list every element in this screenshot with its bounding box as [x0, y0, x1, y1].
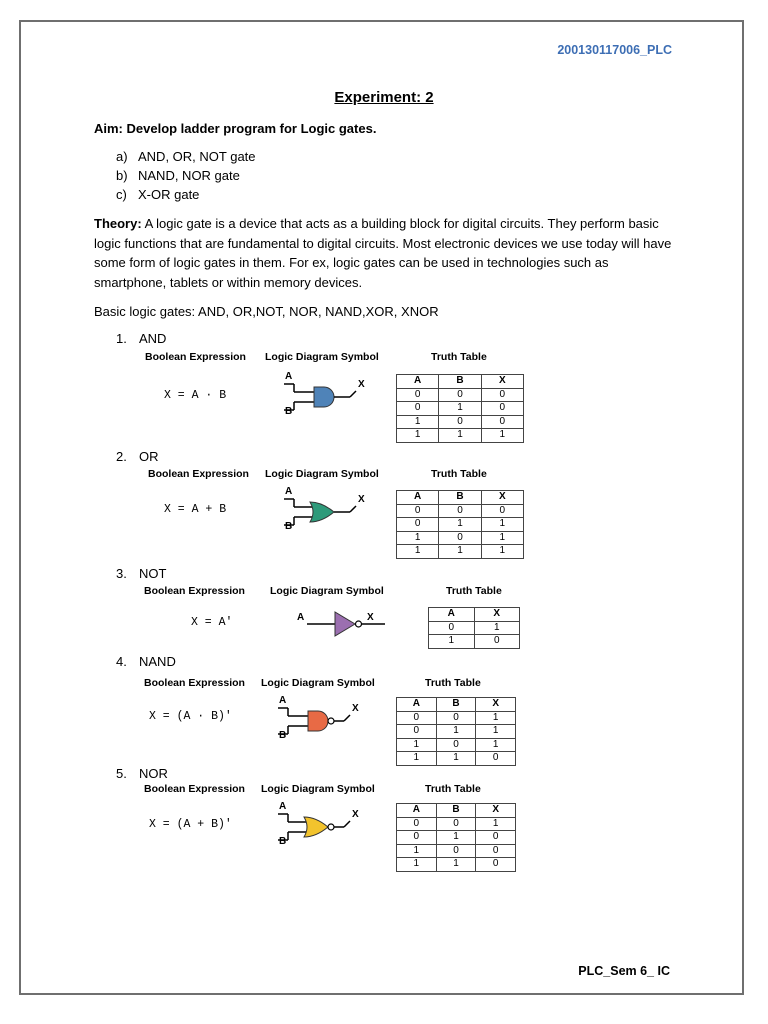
subitem-b [116, 166, 256, 185]
subitem-text: NAND, NOR gate [138, 168, 240, 183]
pin-label-b: B [285, 406, 293, 417]
gate-item-label-and [116, 331, 166, 346]
item-name: NOR [139, 766, 168, 781]
truth-table-cell: 1 [481, 429, 523, 443]
subitem-text: AND, OR, NOT gate [138, 149, 256, 164]
truth-table-cell: 1 [397, 858, 437, 872]
truth-table-cell: 0 [397, 831, 437, 845]
logic-gate-symbol [284, 490, 364, 534]
theory-paragraph [94, 214, 684, 292]
truth-table-row [397, 844, 516, 858]
aim-subitems [116, 147, 256, 204]
pin-label-x: X [367, 612, 374, 623]
truth-table-cell: 0 [397, 402, 439, 416]
truth-table-cell: 0 [436, 817, 476, 831]
truth-table-cell: 1 [436, 752, 476, 766]
truth-table-cell: 0 [397, 725, 437, 739]
truth-table-header-cell: A [429, 608, 475, 622]
aim-statement: Aim: Develop ladder program for Logic gates. [94, 121, 377, 136]
item-number: 3. [116, 566, 127, 581]
truth-table-cell: 1 [439, 402, 481, 416]
truth-table-cell: 1 [476, 738, 516, 752]
pin-label-x: X [352, 703, 359, 714]
truth-table-cell: 0 [481, 402, 523, 416]
truth-table-cell: 0 [397, 504, 439, 518]
truth-table-header-cell: B [436, 698, 476, 712]
col-header-truth: Truth Table [431, 351, 487, 363]
gate-item-label-not [116, 566, 166, 581]
truth-table-cell: 0 [429, 621, 475, 635]
truth-table-cell: 1 [476, 711, 516, 725]
truth-table-header-cell: B [439, 375, 481, 389]
item-name: OR [139, 449, 159, 464]
gate-item-label-nor [116, 766, 168, 781]
truth-table [396, 490, 524, 559]
col-header-symbol: Logic Diagram Symbol [265, 468, 379, 480]
truth-table-cell: 0 [436, 844, 476, 858]
pin-label-b: B [279, 836, 287, 847]
item-number: 5. [116, 766, 127, 781]
truth-table-cell: 1 [397, 738, 437, 752]
col-header-symbol: Logic Diagram Symbol [265, 351, 379, 363]
truth-table-header [397, 698, 516, 712]
truth-table-cell: 0 [439, 415, 481, 429]
truth-table-header-cell: X [481, 491, 523, 505]
truth-table-cell: 0 [397, 518, 439, 532]
pin-label-a: A [279, 695, 287, 706]
col-header-truth: Truth Table [431, 468, 487, 480]
gate-figure-or [141, 468, 541, 560]
truth-table-header-cell: A [397, 804, 437, 818]
truth-table [396, 374, 524, 443]
item-name: NOT [139, 566, 167, 581]
item-name: AND [139, 331, 167, 346]
pin-label-a: A [285, 371, 293, 382]
truth-table-row [397, 429, 524, 443]
truth-table-header-cell: A [397, 375, 439, 389]
theory-label: Theory: [94, 216, 142, 231]
col-header-symbol: Logic Diagram Symbol [261, 783, 375, 795]
nand-gate-body [308, 711, 328, 731]
footer-text: PLC_Sem 6_ IC [578, 964, 670, 978]
truth-table-cell: 1 [436, 858, 476, 872]
truth-table-row [397, 831, 516, 845]
truth-table-cell: 0 [481, 504, 523, 518]
truth-table-cell: 1 [397, 415, 439, 429]
truth-table-row [429, 621, 520, 635]
truth-table-cell: 1 [439, 545, 481, 559]
truth-table [396, 697, 516, 766]
truth-table-cell: 1 [474, 621, 520, 635]
truth-table-cell: 1 [397, 752, 437, 766]
pin-label-a: A [285, 486, 293, 497]
item-number: 4. [116, 654, 127, 669]
truth-table-cell: 0 [481, 388, 523, 402]
truth-table-row [397, 858, 516, 872]
subitem-marker: c) [116, 187, 127, 202]
not-gate-body [335, 612, 355, 636]
pin-label-b: B [279, 730, 287, 741]
truth-table-cell: 1 [397, 531, 439, 545]
pin-label-x: X [358, 494, 365, 505]
truth-table-cell: 1 [436, 831, 476, 845]
truth-table-cell: 1 [397, 844, 437, 858]
truth-table-cell: 0 [476, 858, 516, 872]
subitem-a [116, 147, 256, 166]
truth-table-cell: 1 [476, 725, 516, 739]
truth-table-row [397, 752, 516, 766]
experiment-title: Experiment: 2 [334, 89, 434, 106]
or-gate-body [310, 502, 334, 522]
truth-table-cell: 0 [474, 635, 520, 649]
truth-table-cell: 1 [397, 545, 439, 559]
truth-table-cell: 0 [397, 711, 437, 725]
inversion-bubble [328, 824, 334, 830]
truth-table-cell: 1 [481, 545, 523, 559]
truth-table-cell: 0 [397, 817, 437, 831]
subitem-marker: b) [116, 168, 128, 183]
truth-table-row [397, 415, 524, 429]
col-header-truth: Truth Table [446, 585, 502, 597]
col-header-symbol: Logic Diagram Symbol [261, 677, 375, 689]
col-header-boolean: Boolean Expression [144, 585, 245, 597]
item-name: NAND [139, 654, 176, 669]
col-header-symbol: Logic Diagram Symbol [270, 585, 384, 597]
output-wire-up [344, 715, 350, 721]
boolean-expression: X = (A · B)' [149, 710, 232, 723]
truth-table-cell: 1 [397, 429, 439, 443]
truth-table-cell: 1 [429, 635, 475, 649]
gate-figure-and [141, 351, 541, 443]
truth-table-cell: 0 [476, 752, 516, 766]
subitem-marker: a) [116, 149, 128, 164]
truth-table-cell: 0 [476, 844, 516, 858]
truth-table-row [397, 531, 524, 545]
truth-table-header-cell: X [481, 375, 523, 389]
truth-table-header-cell: X [476, 804, 516, 818]
truth-table-cell: 0 [397, 388, 439, 402]
output-wire-up [350, 506, 356, 512]
truth-table-header [397, 375, 524, 389]
truth-table-cell: 1 [439, 429, 481, 443]
truth-table-header-cell: X [474, 608, 520, 622]
truth-table [396, 803, 516, 872]
logic-gate-symbol [278, 805, 358, 849]
truth-table-header-cell: A [397, 698, 437, 712]
truth-table-row [397, 402, 524, 416]
truth-table [428, 607, 520, 649]
col-header-boolean: Boolean Expression [144, 677, 245, 689]
truth-table-cell: 1 [476, 817, 516, 831]
truth-table-header [397, 804, 516, 818]
basic-gates-line: Basic logic gates: AND, OR,NOT, NOR, NAND,XOR, XNOR [94, 304, 439, 319]
subitem-text: X-OR gate [138, 187, 200, 202]
truth-table-row [397, 388, 524, 402]
truth-table-cell: 0 [439, 504, 481, 518]
document-id: 200130117006_PLC [557, 43, 672, 57]
logic-gate-symbol [307, 602, 387, 646]
truth-table-row [429, 635, 520, 649]
subitem-c [116, 185, 256, 204]
truth-table-header-cell: B [439, 491, 481, 505]
truth-table-cell: 0 [481, 415, 523, 429]
pin-label-a: A [297, 612, 305, 623]
truth-table-cell: 1 [436, 725, 476, 739]
truth-table-cell: 1 [439, 518, 481, 532]
item-number: 1. [116, 331, 127, 346]
truth-table-header [429, 608, 520, 622]
boolean-expression: X = A' [191, 616, 233, 629]
boolean-expression: X = (A + B)' [149, 818, 232, 831]
truth-table-header [397, 491, 524, 505]
truth-table-cell: 0 [439, 388, 481, 402]
truth-table-cell: 1 [481, 518, 523, 532]
theory-text: A logic gate is a device that acts as a building block for digital circuits. They perform basic logic functions that are fundamental to digital circuits. Most electronic devices we use today will have some form of logic gates in them. For ex, logic gates can be used in technologies such as smartphone, tablets or within memory devices. [94, 216, 672, 290]
gate-figure-not [141, 585, 541, 677]
truth-table-row [397, 504, 524, 518]
truth-table-cell: 0 [436, 738, 476, 752]
truth-table-row [397, 725, 516, 739]
gate-figure-nor [141, 783, 541, 875]
col-header-boolean: Boolean Expression [144, 783, 245, 795]
truth-table-cell: 1 [481, 531, 523, 545]
truth-table-row [397, 817, 516, 831]
logic-gate-symbol [278, 699, 358, 743]
and-gate-body [314, 387, 334, 407]
boolean-expression: X = A + B [164, 503, 227, 516]
col-header-truth: Truth Table [425, 783, 481, 795]
gate-figure-nand [141, 677, 541, 769]
pin-label-b: B [285, 521, 293, 532]
inversion-bubble [356, 621, 362, 627]
truth-table-header-cell: A [397, 491, 439, 505]
boolean-expression: X = A · B [164, 389, 227, 402]
col-header-boolean: Boolean Expression [148, 468, 249, 480]
item-number: 2. [116, 449, 127, 464]
output-wire-up [344, 821, 350, 827]
output-wire-up [350, 391, 356, 397]
pin-label-a: A [279, 801, 287, 812]
pin-label-x: X [352, 809, 359, 820]
nor-gate-body [304, 817, 328, 837]
truth-table-row [397, 711, 516, 725]
pin-label-x: X [358, 379, 365, 390]
truth-table-cell: 0 [476, 831, 516, 845]
truth-table-header-cell: B [436, 804, 476, 818]
col-header-truth: Truth Table [425, 677, 481, 689]
truth-table-row [397, 545, 524, 559]
truth-table-row [397, 738, 516, 752]
truth-table-cell: 0 [436, 711, 476, 725]
gate-item-label-nand [116, 654, 176, 669]
truth-table-row [397, 518, 524, 532]
inversion-bubble [328, 718, 334, 724]
truth-table-header-cell: X [476, 698, 516, 712]
col-header-boolean: Boolean Expression [145, 351, 246, 363]
truth-table-cell: 0 [439, 531, 481, 545]
gate-item-label-or [116, 449, 159, 464]
logic-gate-symbol [284, 375, 364, 419]
